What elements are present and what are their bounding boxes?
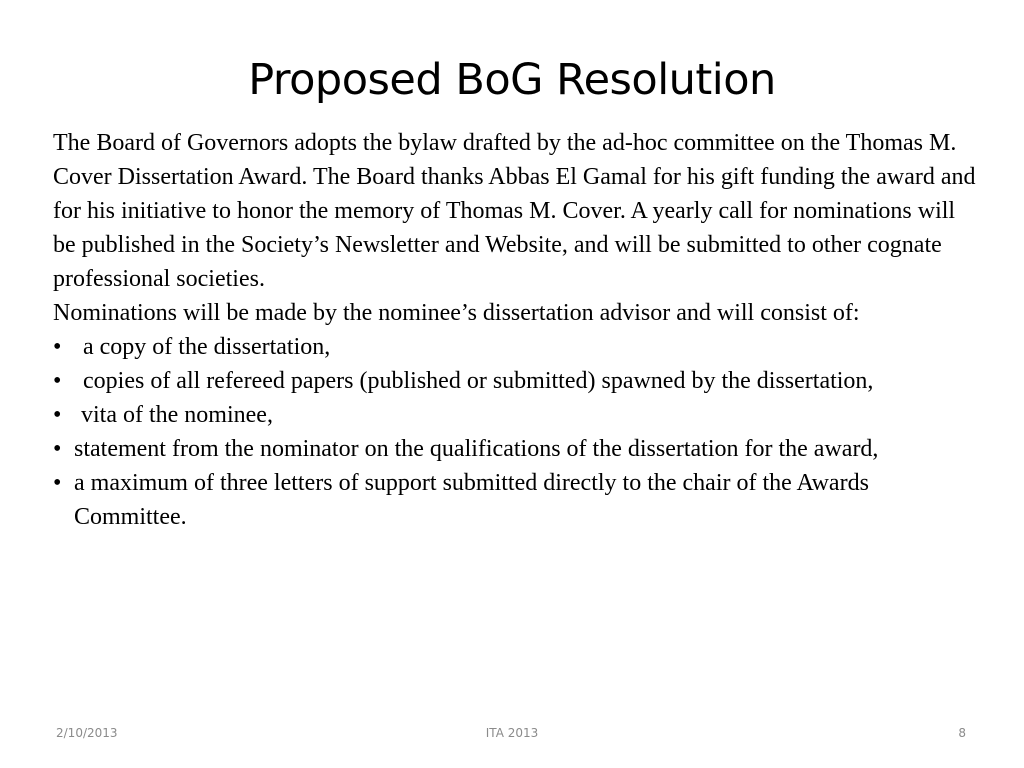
nominations-paragraph: Nominations will be made by the nominee’s dissertation advisor and will consist of: bbox=[53, 300, 860, 326]
list-item-text: a copy of the dissertation, bbox=[83, 334, 331, 360]
bullet-icon: • bbox=[53, 436, 62, 462]
bullet-icon: • bbox=[53, 402, 62, 428]
bullet-icon: • bbox=[53, 470, 62, 496]
list-item-text: vita of the nominee, bbox=[81, 402, 273, 428]
list-item bbox=[53, 432, 983, 466]
footer-event: ITA 2013 bbox=[485, 726, 539, 740]
list-item-text: a maximum of three letters of support submitted directly to the chair of the Awards Committee. bbox=[74, 470, 869, 530]
list-item bbox=[53, 466, 983, 534]
nomination-requirements-list bbox=[53, 330, 983, 534]
bullet-icon: • bbox=[53, 368, 62, 394]
footer-page-number: 8 bbox=[958, 726, 966, 740]
slide-body bbox=[53, 126, 983, 534]
bullet-icon: • bbox=[53, 334, 62, 360]
list-item bbox=[53, 364, 983, 398]
list-item bbox=[53, 398, 983, 432]
resolution-paragraph: The Board of Governors adopts the bylaw drafted by the ad-hoc committee on the Thomas M. Cover Dissertation Award. The Board thanks Abbas El Gamal for his gift funding the award and for his initiative to honor the memory of Thomas M. Cover. A yearly call for nominations will be published in the Society’s Newsletter and Website, and will be submitted to other cognate professional societies. bbox=[53, 130, 976, 292]
list-item-text: copies of all refereed papers (published or submitted) spawned by the dissertation, bbox=[83, 368, 874, 394]
footer-date: 2/10/2013 bbox=[56, 726, 118, 740]
list-item-text: statement from the nominator on the qualifications of the dissertation for the award, bbox=[74, 436, 879, 462]
slide-title: Proposed BoG Resolution bbox=[248, 55, 776, 105]
list-item bbox=[53, 330, 983, 364]
